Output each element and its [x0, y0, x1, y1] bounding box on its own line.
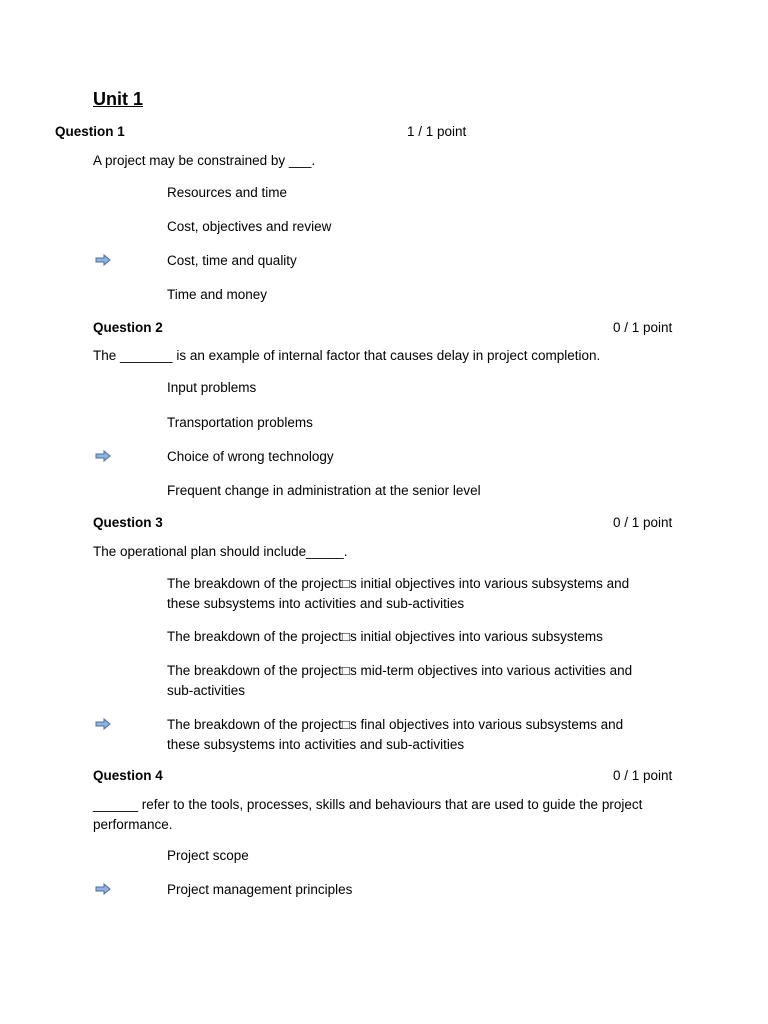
- answer-option-text: Choice of wrong technology: [167, 449, 334, 464]
- answer-option: [0, 880, 768, 899]
- right-arrow-icon: [95, 254, 111, 266]
- answer-option: [0, 183, 768, 202]
- question-header: [0, 514, 768, 532]
- answer-option: [0, 846, 768, 865]
- answer-option: [0, 413, 768, 432]
- answer-option: [0, 447, 768, 466]
- answer-option: [0, 715, 768, 752]
- answer-option-text: Project scope: [167, 848, 249, 863]
- answer-option-text: Project management principles: [167, 882, 353, 897]
- question-header: [0, 767, 768, 785]
- question-text: ______ refer to the tools, processes, skills and behaviours that are used to guide the project performance.: [93, 797, 643, 832]
- question-header: [0, 319, 768, 337]
- answer-option-text: Transportation problems: [167, 415, 313, 430]
- question-score: 0 / 1 point: [613, 515, 673, 530]
- question-text: A project may be constrained by ___.: [93, 153, 316, 168]
- answer-option-text: The breakdown of the project□s initial objectives into various subsystems: [167, 629, 603, 644]
- right-arrow-icon: [95, 718, 111, 730]
- answer-option-text: Cost, time and quality: [167, 253, 297, 268]
- question-header: [0, 123, 768, 141]
- question-text: The _______ is an example of internal factor that causes delay in project completion.: [93, 348, 601, 363]
- question-score: 0 / 1 point: [613, 320, 673, 335]
- answer-option: [0, 378, 768, 397]
- answer-option-text: Time and money: [167, 287, 268, 302]
- question-label: Question 3: [93, 515, 163, 530]
- answer-option-text: Input problems: [167, 380, 257, 395]
- unit-title: Unit 1: [93, 89, 144, 109]
- question-text: The operational plan should include_____.: [93, 544, 348, 559]
- question-label: Question 4: [93, 768, 163, 783]
- answer-option-text: Cost, objectives and review: [167, 219, 332, 234]
- answer-option: [0, 481, 768, 500]
- answer-option: [0, 217, 768, 236]
- answer-option-text: Resources and time: [167, 185, 288, 200]
- answer-option: [0, 627, 768, 646]
- right-arrow-icon: [95, 450, 111, 462]
- answer-option: [0, 251, 768, 270]
- question-score: 1 / 1 point: [407, 124, 467, 139]
- right-arrow-icon: [95, 883, 111, 895]
- question-score: 0 / 1 point: [613, 768, 673, 783]
- answer-option: [0, 574, 768, 611]
- answer-option-text: The breakdown of the project□s final objectives into various subsystems and these subsystems into activities and sub-activities: [167, 717, 624, 752]
- question-label: Question 2: [93, 320, 163, 335]
- answer-option-text: Frequent change in administration at the senior level: [167, 483, 481, 498]
- question-label: Question 1: [55, 124, 125, 139]
- answer-option-text: The breakdown of the project□s initial objectives into various subsystems and these subsystems into activities and sub-activities: [167, 576, 630, 611]
- answer-option-text: The breakdown of the project□s mid-term objectives into various activities and sub-activities: [167, 663, 633, 698]
- answer-option: [0, 285, 768, 304]
- answer-option: [0, 661, 768, 698]
